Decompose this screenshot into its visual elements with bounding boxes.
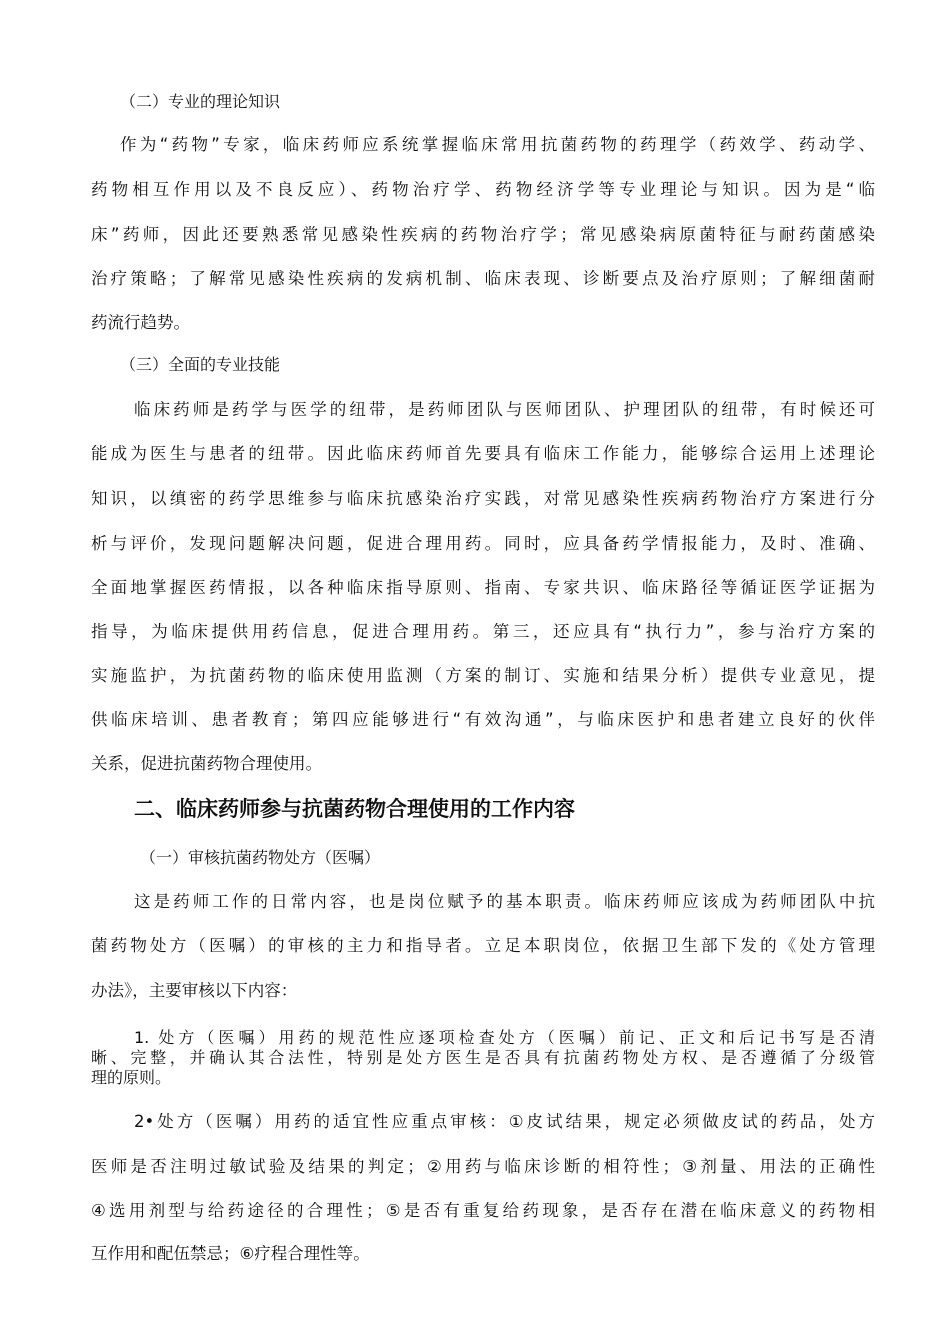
list-item-line: ④选用剂型与给药途径的合理性；⑤是否有重复给药现象，是否存在潜在临床意义的药物相 (91, 1201, 875, 1220)
list-item-line: 医师是否注明过敏试验及结果的判定；②用药与临床诊断的相符性；③剂量、用法的正确性 (91, 1157, 875, 1176)
paragraph-line: 能成为医生与患者的纽带。因此临床药师首先要具有临床工作能力，能够综合运用上述理论 (91, 444, 875, 463)
paragraph-line: 知识，以缜密的药学思维参与临床抗感染治疗实践，对常见感染性疾病药物治疗方案进行分 (91, 489, 875, 508)
paragraph-line: 关系，促进抗菌药物合理使用。 (91, 754, 322, 773)
paragraph-line: 这是药师工作的日常内容，也是岗位赋予的基本职责。临床药师应该成为药师团队中抗 (134, 892, 875, 911)
paragraph-line: 治疗策略；了解常见感染性疾病的发病机制、临床表现、诊断要点及治疗原则；了解细菌耐 (91, 269, 875, 288)
paragraph-line: 临床药师是药学与医学的纽带，是药师团队与医师团队、护理团队的纽带，有时候还可 (134, 400, 875, 419)
chapter-heading: 二、临床药师参与抗菌药物合理使用的工作内容 (134, 797, 575, 821)
paragraph-line: 办法》，主要审核以下内容： (91, 981, 298, 1000)
section-heading: （二）专业的理论知识 (120, 92, 281, 111)
paragraph-line: 作为“药物”专家，临床药师应系统掌握临床常用抗菌药物的药理学（药效学、药动学、 (120, 135, 875, 154)
list-item-line: 1. 处方（医嘱）用药的规范性应逐项检查处方（医嘱）前记、正文和后记书写是否清 (134, 1028, 875, 1047)
list-item-line: 理的原则。 (91, 1068, 172, 1087)
paragraph-line: 药物相互作用以及不良反应）、药物治疗学、药物经济学等专业理论与知识。因为是“临 (91, 180, 875, 199)
paragraph-line: 供临床培训、患者教育；第四应能够进行“有效沟通”，与临床医护和患者建立良好的伙伴 (91, 710, 875, 729)
list-item-line: 互作用和配伍禁忌；⑥疗程合理性等。 (91, 1244, 370, 1263)
paragraph-line: 指导，为临床提供用药信息，促进合理用药。第三，还应具有“执行力”，参与治疗方案的 (91, 622, 875, 641)
list-item-line: 晰、完整，并确认其合法性，特别是处方医生是否具有抗菌药物处方权、是否遵循了分级管 (91, 1048, 875, 1067)
subsection-heading: （一）审核抗菌药物处方（医嘱） (140, 848, 381, 867)
section-heading: （三）全面的专业技能 (120, 355, 281, 374)
paragraph-line: 全面地掌握医药情报，以各种临床指导原则、指南、专家共识、临床路径等循证医学证据为 (91, 578, 875, 597)
paragraph-line: 实施监护，为抗菌药物的临床使用监测（方案的制订、实施和结果分析）提供专业意见，提 (91, 666, 875, 685)
paragraph-line: 床”药师，因此还要熟悉常见感染性疾病的药物治疗学；常见感染病原菌特征与耐药菌感染 (91, 225, 875, 244)
list-item-line: 2•处方（医嘱）用药的适宜性应重点审核：①皮试结果，规定必须做皮试的药品，处方 (134, 1112, 875, 1131)
paragraph-line: 药流行趋势。 (91, 313, 190, 332)
paragraph-line: 析与评价，发现问题解决问题，促进合理用药。同时，应具备药学情报能力，及时、准确、 (91, 534, 875, 553)
paragraph-line: 菌药物处方（医嘱）的审核的主力和指导者。立足本职岗位，依据卫生部下发的《处方管理 (91, 936, 875, 955)
